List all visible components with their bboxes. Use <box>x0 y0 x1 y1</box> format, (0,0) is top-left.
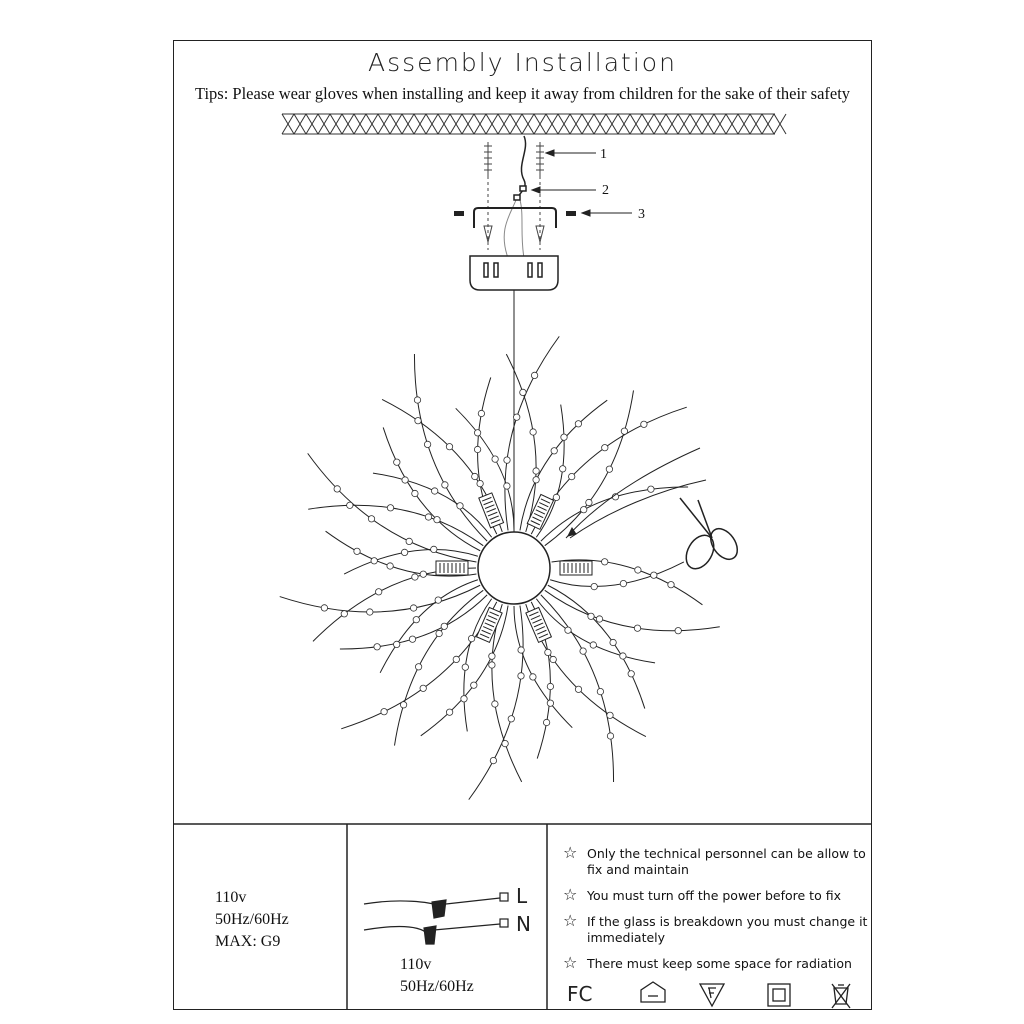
callout-1: 1 <box>600 147 607 162</box>
certification-row <box>561 982 871 1008</box>
spec-bulb: MAX: G9 <box>215 933 281 950</box>
terminal-neutral: N <box>516 912 531 936</box>
page-title: Assembly Installation <box>368 48 677 77</box>
spec-voltage: 110v <box>215 889 247 906</box>
canopy-icon <box>470 256 558 290</box>
terminal-live: L <box>516 884 528 908</box>
note-item: ☆ There must keep some space for radiation <box>563 953 852 972</box>
star-icon: ☆ <box>563 885 578 904</box>
wiring-diagram <box>364 893 508 944</box>
safety-notes <box>561 843 871 982</box>
wiring-frequency: 50Hz/60Hz <box>400 978 474 995</box>
chandelier-hub <box>478 532 550 604</box>
bracket-screw-icon <box>454 211 576 216</box>
ceiling-icon <box>282 114 786 134</box>
supply-wire-icon <box>504 136 526 258</box>
note-item: ☆ If the glass is breakdown you must change it immediately <box>563 911 868 945</box>
scissors-icon <box>680 498 743 574</box>
wiring-voltage: 110v <box>400 956 432 973</box>
callout-2: 2 <box>602 183 609 198</box>
star-icon: ☆ <box>563 843 578 862</box>
star-icon: ☆ <box>563 911 578 930</box>
safety-tips: Tips: Please wear gloves when installing and keep it away from children for the sake of their safety <box>194 84 851 103</box>
mounting-bracket-icon <box>474 208 556 228</box>
note-item: ☆ Only the technical personnel can be allow to fix and maintain <box>563 843 866 877</box>
star-icon: ☆ <box>563 953 578 972</box>
spec-frequency: 50Hz/60Hz <box>215 911 289 928</box>
callout-3: 3 <box>638 207 645 222</box>
fc-mark: FC <box>567 982 593 1006</box>
note-item: ☆ You must turn off the power before to fix <box>563 885 841 904</box>
